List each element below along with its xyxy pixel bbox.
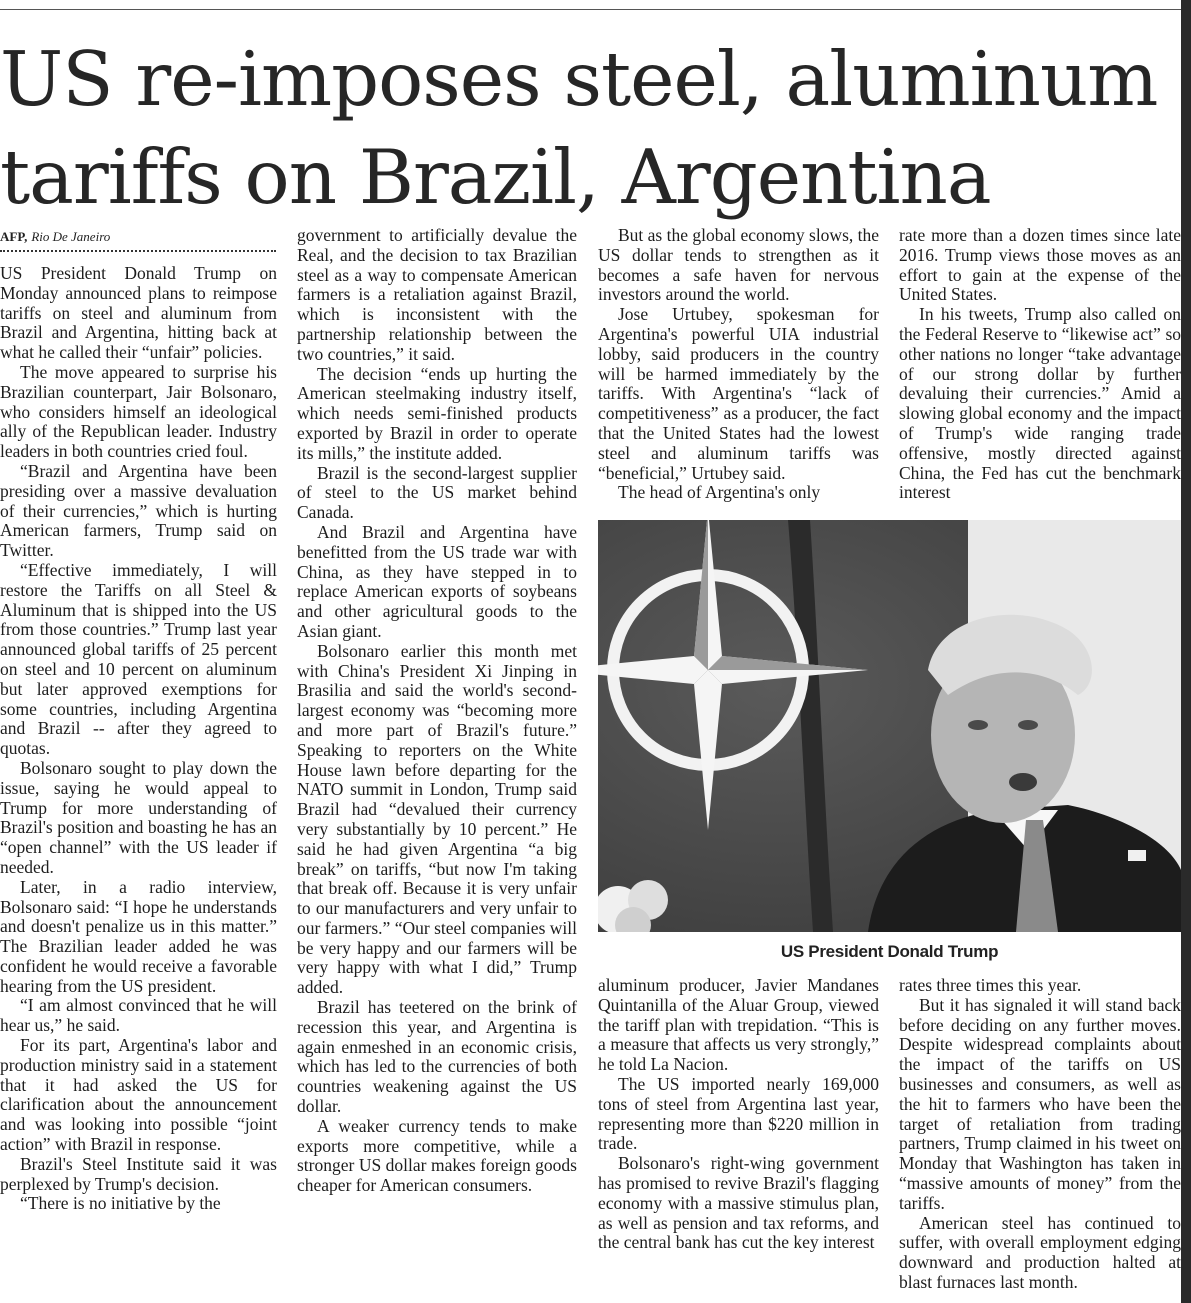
paragraph: aluminum producer, Javier Mandanes Quintanilla of the Aluar Group, viewed the tariff plan with trepidation. “This is a measure that affects us very strongly,” he told La Nacion. [598, 975, 879, 1075]
paragraph: “There is no initiative by the [20, 1193, 221, 1214]
paragraph: The head of Argentina's only [618, 482, 821, 503]
paragraph: Brazil is the second-largest supplier of steel to the US market behind Canada. [297, 462, 577, 523]
paragraph: In his tweets, Trump also called on the Federal Reserve to “likewise act” so other nations no longer “take advantage of our strong dollar by further devaluing their currencies.” Amid a slowing global economy and the impact of Trump's wide ranging trade offensive, mostly directed against China, the Fed has cut the benchmark interest [899, 304, 1181, 503]
headline [0, 30, 1185, 226]
article-column-2 [297, 226, 577, 1196]
paragraph: “Effective immediately, I will restore the Tariffs on all Steel & Aluminum that is shipped into the US from those countries.” Trump last year announced global tariffs of 25 percent on steel and 10 percent on aluminum but later approved exemptions for some countries, including Argentina and Brazil -- after they agreed to quotas. [0, 559, 277, 759]
article-column-5 [598, 976, 879, 1253]
photo-illustration [598, 520, 1181, 932]
paragraph: Brazil's Steel Institute said it was perplexed by Trump's decision. [0, 1153, 277, 1194]
paragraph: Bolsonaro sought to play down the issue, saying he would appeal to Trump for more understanding of Brazil's position and boasting he has an “open channel” with the US leader if needed. [0, 757, 277, 877]
byline [0, 229, 110, 245]
paragraph: rates three times this year. [899, 975, 1082, 995]
byline-divider [0, 250, 276, 252]
byline-place: Rio De Janeiro [31, 229, 111, 244]
paragraph: Brazil has teetered on the brink of recession this year, and Argentina is again enmeshed in an economic crisis, which has led to the currencies of both countries weakening against the US dollar. [297, 997, 577, 1117]
paragraph: But it has signaled it will stand back before deciding on any further moves. Despite widespread complaints about the impact of the tariffs on US businesses and consumers, as well as the hit to farmers who have been the target of retaliation from trading partners, Trump claimed in his tweet on Monday that Washington has taken in “massive amounts of money” from the tariffs. [899, 994, 1181, 1213]
paragraph: rate more than a dozen times since late 2016. Trump views those moves as an effort to gain at the expense of the United States. [899, 225, 1181, 305]
paragraph: For its part, Argentina's labor and production ministry said in a statement that it had asked the US for clarification about the announcement and was looking into possible “joint action” with Brazil in response. [0, 1035, 277, 1155]
paragraph: Later, in a radio interview, Bolsonaro said: “I hope he understands and doesn't penalize us in this matter.” The Brazilian leader added he was confident he would receive a favorable hearing from the US president. [0, 876, 277, 996]
headline-line-1: US re-imposes steel, aluminum [0, 35, 1158, 123]
article-column-3 [598, 226, 879, 503]
paragraph: Bolsonaro earlier this month met with China's President Xi Jinping in Brasilia and said the world's second-largest economy was “becoming more and more part of Brazil's future.” Speaking to reporters on the White House lawn before departing for the NATO summit in London, Trump said Brazil had “devalued their currency very substantially by 10 percent.” He said he had given Argentina “a big break” on tariffs, “but now I'm taking that break off. Because it is very unfair to our manufacturers and very unfair to our farmers.” “Our steel companies will be very happy and our farmers will be very happy with what I did,” Trump added. [297, 640, 577, 998]
article-column-1 [0, 264, 277, 1214]
paragraph: The decision “ends up hurting the American steelmaking industry itself, which needs semi-finished products exported by Brazil in order to operate its mills,” the institute added. [297, 363, 577, 463]
paragraph: And Brazil and Argentina have benefitted from the US trade war with China, as they have stepped in to replace American exports of soybeans and other agricultural goods to the Asian giant. [297, 521, 577, 641]
article-column-4 [899, 226, 1181, 503]
paragraph: “I am almost convinced that he will hear us,” he said. [0, 995, 277, 1036]
paragraph: American steel has continued to suffer, with overall employment edging downward and production halted at blast furnaces last month. [899, 1212, 1181, 1292]
headline-line-2: tariffs on Brazil, Argentina [0, 133, 991, 221]
paragraph: The move appeared to surprise his Brazilian counterpart, Jair Bolsonaro, who considers himself an ideological ally of the Republican leader. Industry leaders in both countries cried foul. [0, 361, 277, 462]
photo-caption: US President Donald Trump [780, 942, 999, 961]
paragraph: The US imported nearly 169,000 tons of steel from Argentina last year, representing more than $220 million in trade. [598, 1073, 879, 1154]
paragraph: But as the global economy slows, the US dollar tends to strengthen as it becomes a safe haven for nervous investors around the world. [598, 225, 880, 305]
paragraph: US President Donald Trump on Monday announced plans to reimpose tariffs on steel and aluminum from Brazil and Argentina, hitting back at what he called their “unfair” policies. [0, 263, 277, 363]
paragraph: “Brazil and Argentina have been presiding over a massive devaluation of their currencies,” which is hurting American farmers, Trump said on Twitter. [0, 460, 277, 561]
trump-nato-photo [598, 520, 1181, 932]
paragraph: A weaker currency tends to make exports more competitive, while a stronger US dollar makes foreign goods cheaper for American consumers. [297, 1115, 577, 1196]
paragraph: Jose Urtubey, spokesman for Argentina's powerful UIA industrial lobby, said producers in the country will be harmed immediately by the tariffs. With Argentina's “lack of competitiveness” as a producer, the fact that the United States had the lowest steel and aluminum tariffs was “beneficial,” Urtubey said. [598, 304, 879, 483]
top-rule [0, 9, 1181, 10]
article-column-6 [899, 976, 1181, 1293]
paragraph: Bolsonaro's right-wing government has promised to revive Brazil's flagging economy with a massive stimulus plan, as well as pension and tax reforms, and the central bank has cut the key interest [598, 1153, 879, 1253]
byline-agency: AFP, [0, 229, 28, 244]
paragraph: government to artificially devalue the Real, and the decision to tax Brazilian steel as a way to compensate American farmers is a retaliation against Brazil, which is inconsistent with the partnership relationship between the two countries,” it said. [297, 225, 577, 364]
